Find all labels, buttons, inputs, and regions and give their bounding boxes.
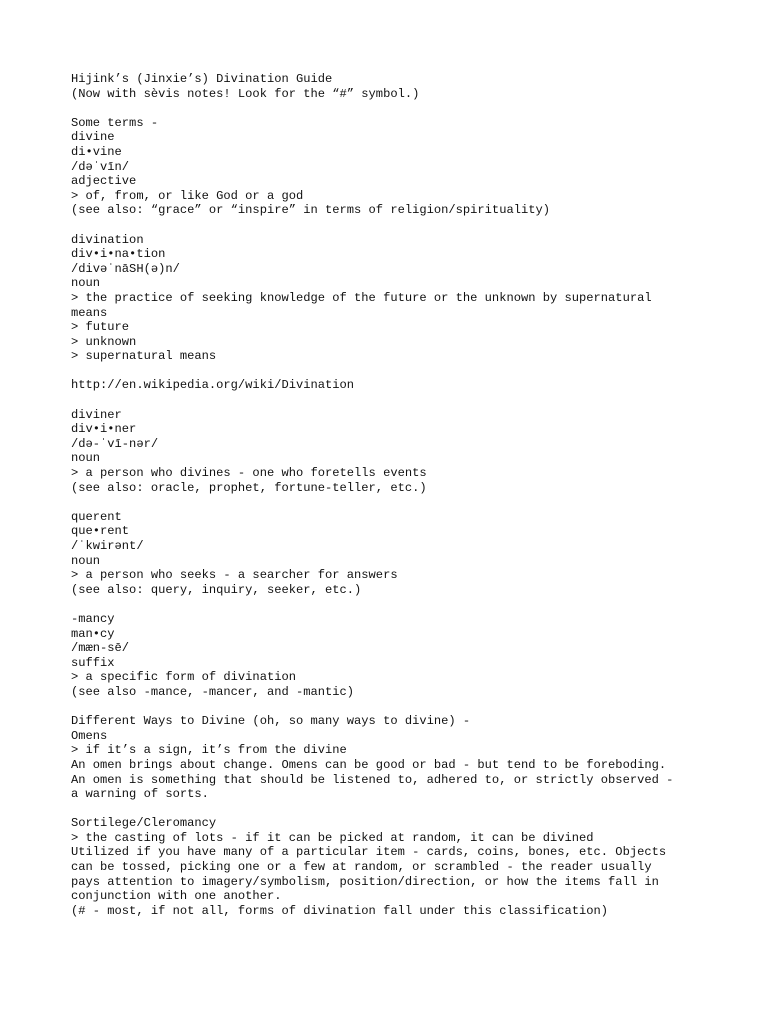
term-pronunciation: /dəˈvīn/ — [71, 159, 130, 174]
term-definition: > the practice of seeking knowledge of the future or the unknown by supernatural — [71, 290, 652, 305]
term-pronunciation: /ˈkwirənt/ — [71, 539, 144, 553]
term-definition: > of, from, or like God or a god — [71, 188, 304, 203]
spacer — [71, 597, 731, 612]
section-body-line: An omen is something that should be listened to, adhered to, or strictly observed - — [71, 772, 674, 787]
section-body-line: An omen brings about change. Omens can be good or bad - but tend to be foreboding. — [71, 757, 667, 772]
term-part-of-speech: adjective — [71, 174, 137, 189]
term-definition: > a person who divines - one who foretells events — [71, 466, 427, 481]
section-name: Sortilege/Cleromancy — [71, 816, 217, 831]
term-definition: > future — [71, 320, 130, 335]
term-definition: > a specific form of divination — [71, 670, 296, 685]
term-divine — [71, 130, 731, 218]
term-definition: > unknown — [71, 334, 137, 349]
term-diviner — [71, 408, 731, 496]
term-syllables: di•vine — [71, 144, 122, 159]
wikipedia-link[interactable]: http://en.wikipedia.org/wiki/Divination — [71, 378, 355, 393]
section-name: Omens — [71, 728, 108, 743]
term-pronunciation: /divəˈnāSH(ə)n/ — [71, 261, 180, 276]
term-syllables: div•i•na•tion — [71, 247, 166, 262]
section-summary: > the casting of lots - if it can be picked at random, it can be divined — [71, 830, 594, 845]
ways-heading: Different Ways to Divine (oh, so many ways to divine) - — [71, 714, 471, 729]
term-part-of-speech: noun — [71, 276, 101, 291]
term-see-also: (see also -mance, -mancer, and -mantic) — [71, 684, 355, 699]
spacer — [71, 700, 731, 715]
document-title: Hijink’s (Jinxie’s) Divination Guide — [71, 72, 333, 86]
spacer — [71, 364, 731, 379]
terms-heading: Some terms - — [71, 115, 159, 130]
spacer — [71, 101, 731, 116]
section-body-line: can be tossed, picking one or a few at random, or scrambled - the reader usually — [71, 860, 652, 875]
term-pronunciation: /də-ˈvī-nər/ — [71, 436, 159, 451]
term-word: -mancy — [71, 611, 115, 626]
term-see-also: (see also: query, inquiry, seeker, etc.) — [71, 582, 362, 597]
term-part-of-speech: noun — [71, 451, 101, 466]
spacer — [71, 802, 731, 817]
term-definition: > supernatural means — [71, 349, 217, 364]
term-word: divine — [71, 130, 115, 145]
section-body-line: a warning of sorts. — [71, 787, 209, 802]
term-definition: > a person who seeks - a searcher for answers — [71, 568, 398, 583]
term-querent — [71, 510, 731, 598]
term-word: diviner — [71, 407, 122, 422]
term-word: querent — [71, 509, 122, 524]
section-body-line: Utilized if you have many of a particular item - cards, coins, bones, etc. Objects — [71, 845, 667, 860]
spacer — [71, 393, 731, 408]
spacer — [71, 218, 731, 233]
term-part-of-speech: noun — [71, 553, 101, 568]
term-syllables: div•i•ner — [71, 422, 137, 437]
term-part-of-speech: suffix — [71, 655, 115, 670]
term-syllables: que•rent — [71, 524, 130, 539]
section-sortilege — [71, 816, 731, 918]
term-see-also: (see also: oracle, prophet, fortune-teller, etc.) — [71, 480, 427, 495]
section-body-line: pays attention to imagery/symbolism, position/direction, or how the items fall in — [71, 874, 659, 889]
section-body-line: conjunction with one another. — [71, 889, 282, 904]
term-divination — [71, 233, 731, 364]
term-syllables: man•cy — [71, 626, 115, 641]
term-definition: means — [71, 305, 108, 320]
section-summary: > if it’s a sign, it’s from the divine — [71, 743, 347, 758]
term-mancy — [71, 612, 731, 700]
term-see-also: (see also: “grace” or “inspire” in terms of religion/spirituality) — [71, 203, 550, 218]
section-note: (# - most, if not all, forms of divination fall under this classification) — [71, 903, 609, 918]
spacer — [71, 495, 731, 510]
section-omens — [71, 729, 731, 802]
document-page — [71, 72, 731, 918]
term-word: divination — [71, 232, 144, 247]
term-pronunciation: /mæn-sē/ — [71, 641, 130, 656]
document-subtitle: (Now with sèvis notes! Look for the “#” symbol.) — [71, 86, 420, 101]
